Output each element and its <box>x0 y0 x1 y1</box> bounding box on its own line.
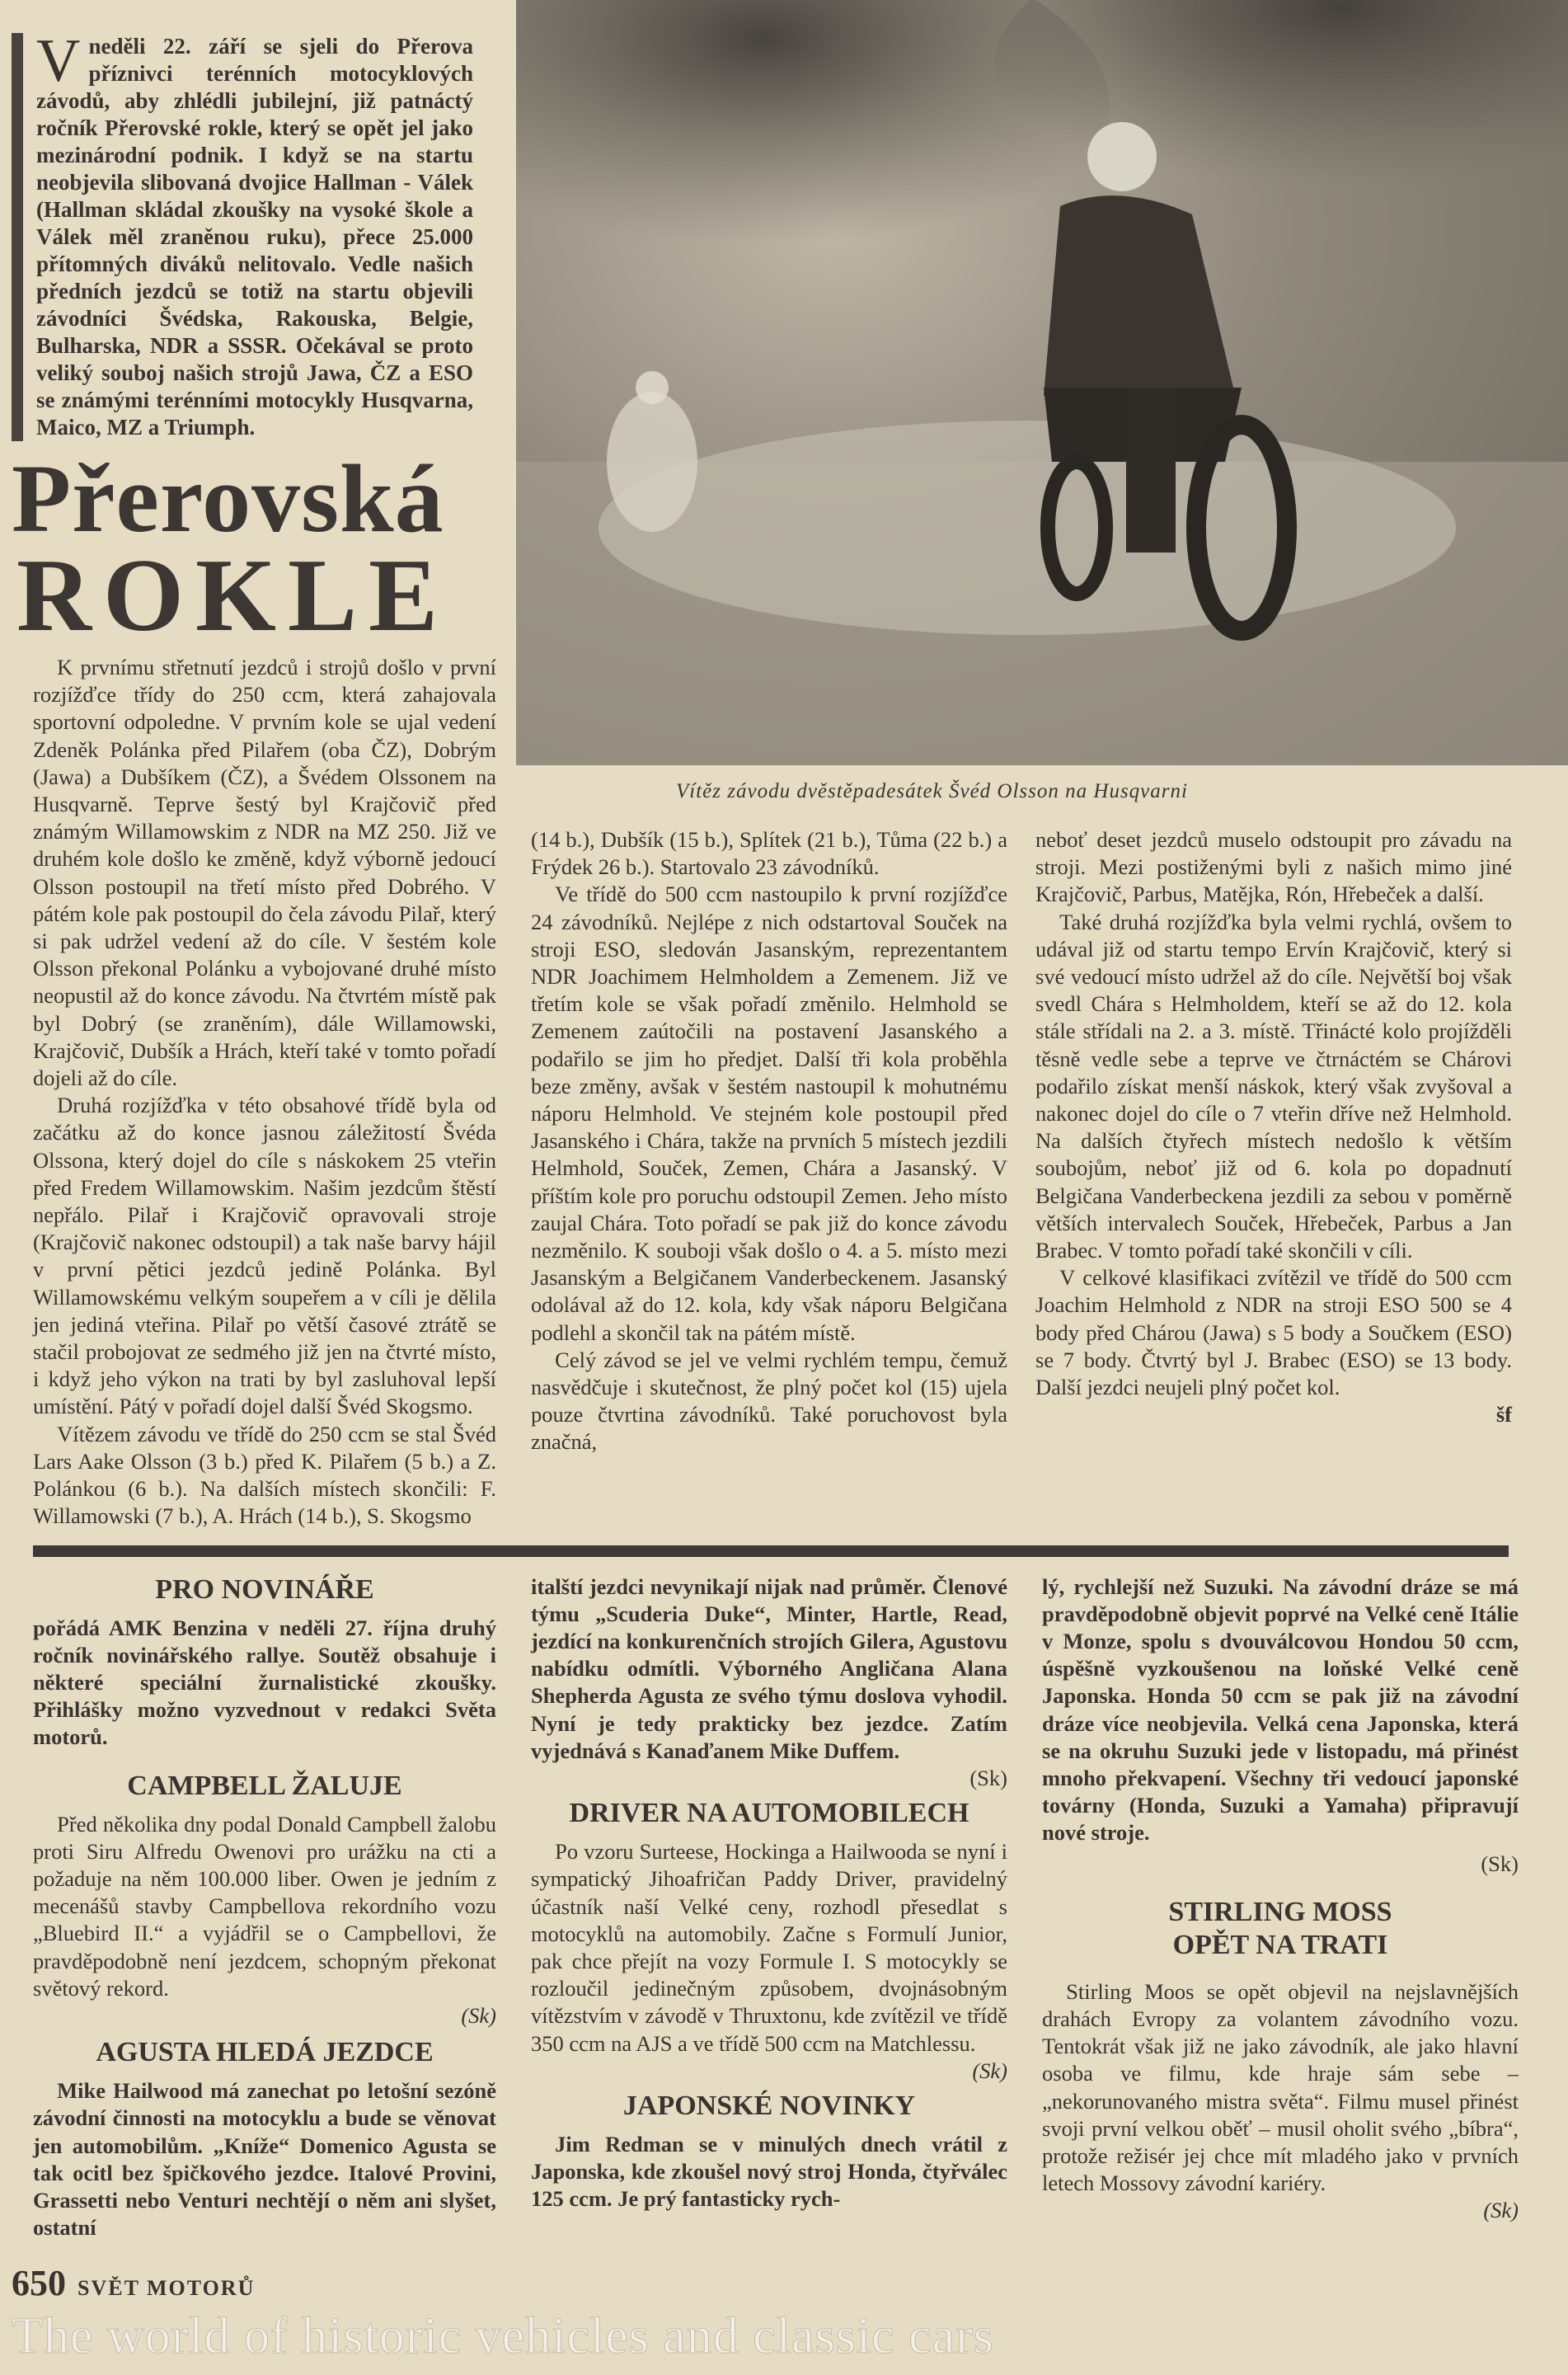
motorcycle-rider-illustration <box>516 0 1568 765</box>
page-number: 650 <box>12 2263 66 2304</box>
paragraph: Také druhá rozjížďka byla velmi rychlá, ovšem to udával již od startu tempo Ervín Krajčovič, který si své vedoucí místo udržel až do cíle. Největší boj však svedl Chára s Helmholdem, kteří se až do 12. kola stále střídali na 2. a 3. místě. Třinácté kolo projížděli těsně vedle sebe a teprve ve čtrnáctém se Chárovi podařilo získat menší náskok, který však zvyšoval a nakonec dojel do cíle o 7 vteřin dříve než Helmhold. Na dalších čtyřech místech nedošlo k větším soubojům, neboť již od 6. kola po dopadnutí Belgičana Vanderbeckena jezdili za sebou v poměrně větších intervalech Souček, Hřebeček, Parbus a Jan Brabec. V tomto pořadí také skončili v cíli. <box>1035 909 1512 1263</box>
paragraph: neboť deset jezdců muselo odstoupit pro závadu na stroji. Mezi postiženými byli z našich mimo jiné Krajčovič, Parbus, Matějka, Rón, Hřebeček a další. <box>1035 827 1512 907</box>
news-column-3 <box>1042 1573 1519 2242</box>
paragraph: Druhá rozjížďka v této obsahové třídě byla od začátku až do konce jasnou záležitostí Švéda Olssona, který dojel do cíle s náskokem 25 vteřin před Fredem Willamowskim. Našim jezdcům štěstí nepřálo. Pilař i Krajčovič opravovali stroje (Krajčovič nakonec odstoupil) a tak naše barvy hájil v první pětici jezdců jedině Polánka. Byl Willamowskému velkým soupeřem a v cíli je dělila jen jediná vteřina. Pilař po větší časové ztrátě se stačil probojovat ze sedmého již jen na čtvrté místo, i když jeho výkon na trati by byl zasluhoval lepší umístění. Pátý v pořadí dojel další Švéd Skogsmo. <box>33 1093 496 1419</box>
news-text: lý, rychlejší než Suzuki. Na závodní dráze se má pravděpodobně objevit poprvé na Velké ceně Itálie v Monze, spolu s dvouválcovou Hondou 50 ccm, úspěšně vyzkoušenou na loňské Velké ceně Japonska. Honda 50 ccm se pak již na závodní dráze více neobjevila. Velká cena Japonska, která se na okruhu Suzuki jede v listopadu, má přinést mnoho překvapení. Všechny tři vedoucí japonské továrny (Honda, Suzuki a Yamaha) připravují nové stroje. <box>1042 1573 1519 1846</box>
author-signature: (Sk) <box>969 1765 1007 1790</box>
news-text: pořádá AMK Benzina v neděli 27. října druhý ročník novinářského rallye. Soutěž obsahuje i některé speciální žurnalistické zkoušky. Přihlášky možno vyzvednout v redakci Světa motorů. <box>33 1615 496 1750</box>
paragraph: (14 b.), Dubšík (15 b.), Splítek (21 b.), Tůma (22 b.) a Frýdek 26 b.). Startovalo 23 závodníků. <box>531 827 1007 880</box>
intro-side-bar <box>12 33 23 441</box>
news-heading: JAPONSKÉ NOVINKY <box>622 2090 916 2121</box>
author-signature: šf <box>1495 1402 1512 1427</box>
intro-box <box>12 27 496 441</box>
article-right-columns <box>516 826 1568 1456</box>
photo-caption: Vítěz závodu dvěstěpadesátek Švéd Olsson na Husqvarni <box>676 780 1188 802</box>
article-title-line1: Přerovská <box>12 444 444 553</box>
news-column-2 <box>531 1573 1007 2242</box>
article-column-3 <box>1035 826 1512 1456</box>
right-area <box>516 0 1568 1456</box>
article-title-line2: ROKLE <box>16 538 450 653</box>
paragraph: Ve třídě do 500 ccm nastoupilo k první rozjížďce 24 závodníků. Nejlépe z nich odstartoval Souček na stroji ESO, sledován Jasanským, reprezentantem NDR Joachimem Helmholdem a Zemenem. Již ve třetím kole se však pořadí změnilo. Helmhold se Zemenem zaútočili na postavení Jasanského a podařilo se jim ho předjet. Další tři kola proběhla beze změny, avšak v šestém nastoupil k mohutnému náporu Helmhold. Ve stejném kole postoupil před Jasanského i Chára, takže na prvních 5 místech jezdili Helmhold, Souček, Zemen, Chára a Jasanský. V příštím kole pro poruchu odstoupil Zemen. Jeho místo zaujal Chára. Toto pořadí se pak již do konce závodu nezměnilo. K souboji však došlo o 4. a 5. místo mezi Jasanským a Belgičanem Vanderbeckenem. Jasanský odolával až do 12. kola, kdy však náporu Belgičana podlehl a skončil tak na pátém místě. <box>531 882 1007 1345</box>
news-heading: AGUSTA HLEDÁ JEZDCE <box>96 2037 434 2068</box>
magazine-name: SVĚT MOTORŮ <box>77 2276 256 2301</box>
watermark: The world of historic vehicles and classic cars <box>12 2308 994 2365</box>
race-photo <box>516 0 1568 765</box>
author-signature: (Sk) <box>461 2002 496 2028</box>
author-signature: (Sk) <box>972 2058 1007 2083</box>
author-signature: (Sk) <box>1483 2198 1519 2223</box>
news-heading: PRO NOVINÁŘE <box>155 1573 374 1605</box>
section-divider <box>33 1545 1509 1557</box>
news-heading: STIRLING MOSS <box>1168 1896 1392 1927</box>
news-text: italští jezdci nevynikají nijak nad průměr. Členové týmu „Scuderia Duke“, Minter, Hartle, Read, jezdící na konkurenčních strojích Gilera, Agustovu nabídku odmítli. Výborného Angličana Alana Shepherda Agusta ze svého týmu doslova vyhodil. Nyní je tedy prakticky bez jezdce. Zatím vyjednává s Kanaďanem Mike Duffem. <box>531 1573 1007 1763</box>
news-column-1 <box>33 1573 496 2242</box>
paragraph: Vítězem závodu ve třídě do 250 ccm se stal Švéd Lars Aake Olsson (3 b.) před K. Pilařem (5 b.) a Z. Polánkou (6 b.). Na dalších místech skončili: F. Willamowski (7 b.), A. Hrách (14 b.), S. Skogsmo <box>33 1421 496 1529</box>
left-column <box>0 0 496 1531</box>
intro-text: neděli 22. září se sjeli do Přerova příznivci terénních motocyklových závodů, aby zhlédli jubilejní, již patnáctý ročník Přerovské rokle, který se opět jel jako mezinárodní podnik. I když se na startu neobjevila slibovaná dvojice Hallman - Válek (Hallman skládal zkoušky na vysoké škole a Válek měl zraněnou ruku), přece 25.000 přítomných diváků nelitovalo. Vedle našich předních jezdců se totiž na startu objevili závodníci Švédska, Rakouska, Belgie, Bulharska, NDR a SSSR. Očekával se proto veliký souboj našich strojů Jawa, ČZ a ESO se známými terénními motocykly Husqvarna, Maico, MZ a Triumph. <box>36 34 473 440</box>
intro-paragraph <box>36 27 473 441</box>
news-section <box>0 1573 1568 2242</box>
news-text: Jim Redman se v minulých dnech vrátil z Japonska, kde zkoušel nový stroj Honda, čtyřválec 125 ccm. Je prý fantasticky rych- <box>531 2131 1007 2212</box>
news-heading: DRIVER NA AUTOMOBILECH <box>569 1798 969 1829</box>
author-signature: (Sk) <box>1481 1851 1519 1876</box>
article-column-2 <box>531 826 1007 1456</box>
news-text: Před několika dny podal Donald Campbell žalobu proti Siru Alfredu Owenovi pro urážku na cti a požaduje na něm 100.000 liber. Owen je jedním z mecenášů stavby Campbellova rekordního vozu „Bluebird II.“ a vyjádřil se o Campbellovi, že pravděpodobně není jezdcem, schopným překonat světový rekord. <box>33 1811 496 2001</box>
paragraph: V celkové klasifikaci zvítězil ve třídě do 500 ccm Joachim Helmhold z NDR na stroji ESO 500 se 4 body před Chárou (Jawa) s 5 body a Součkem (ESO) se 7 body. Čtvrtý byl J. Brabec (ESO) se 13 body. Další jezdci neujeli plný počet kol. <box>1035 1265 1512 1400</box>
paragraph: K prvnímu střetnutí jezdců i strojů došlo v první rozjížďce třídy do 250 ccm, která zahajovala sportovní odpoledne. V prvním kole se ujal vedení Zdeněk Polánka před Pilařem (oba ČZ), Dobrým (Jawa) a Dubšíkem (ČZ), a Švédem Olssonem na Husqvarně. Teprve šestý byl Krajčovič před známým Willamowskim z NDR na MZ 250. Již ve druhém kole došlo ke změně, když výborně jedoucí Olsson postoupil na třetí místo před Dobrého. V pátém kole pak postoupil do čela závodu Pilař, který si pak udržel vedení až do cíle. V šestém kole Olsson překonal Polánku a vybojované druhé místo neopustil až do konce závodu. Na čtvrtém místě pak byl Dobrý (se zraněním), dále Willamowski, Krajčovič, Dubšík a Hrách, kteří také v tomto pořadí dojeli až do cíle. <box>33 655 496 1091</box>
paragraph: Celý závod se jel ve velmi rychlém tempu, čemuž nasvědčuje i skutečnost, že plný počet kol (15) ujela pouze čtvrtina závodníků. Také poruchovost byla značná, <box>531 1347 1007 1455</box>
page-footer <box>0 2241 1568 2304</box>
drop-cap: V <box>36 27 81 95</box>
news-heading: OPĚT NA TRATI <box>1172 1929 1388 1960</box>
article-column-1 <box>33 654 496 1531</box>
news-text: Po vzoru Surteese, Hockinga a Hailwooda se nyní i sympatický Jihoafričan Paddy Driver, pravidelný účastník naší Velké ceny, rozhodl přesedlat s motocyklů na automobily. Začne s Formulí Junior, pak chce přejít na vozy Formule I. S motocykly se rozloučil jedinečným způsobem, dvojnásobným vítězstvím v závodě v Thruxtonu, kde zvítězil ve třídě 350 ccm na AJS a ve třídě 500 ccm na Matchlessu. <box>531 1839 1007 2056</box>
news-text: Mike Hailwood má zanechat po letošní sezóně závodní činnosti na motocyklu a bude se věnovat jen automobilům. „Kníže“ Domenico Agusta se tak ocitl bez špičkového jezdce. Italové Provini, Grassetti nebo Venturi nechtějí o něm ani slyšet, ostatní <box>33 2078 496 2241</box>
news-text: Stirling Moos se opět objevil na nejslavnějších drahách Evropy za volantem závodního vozu. Tentokrát však již ne jako závodník, ale jako hlavní osoba ve filmu, kde hraje sám sebe – „nekorunovaného mistra světa“. Filmu musel přinést svoji první velkou oběť – musil oholit svého „bíbra“, protože režisér jej chce mít mladého jako v prvních letech Mossovy závodní kariéry. <box>1042 1978 1519 2196</box>
news-heading: CAMPBELL ŽALUJE <box>127 1770 402 1801</box>
